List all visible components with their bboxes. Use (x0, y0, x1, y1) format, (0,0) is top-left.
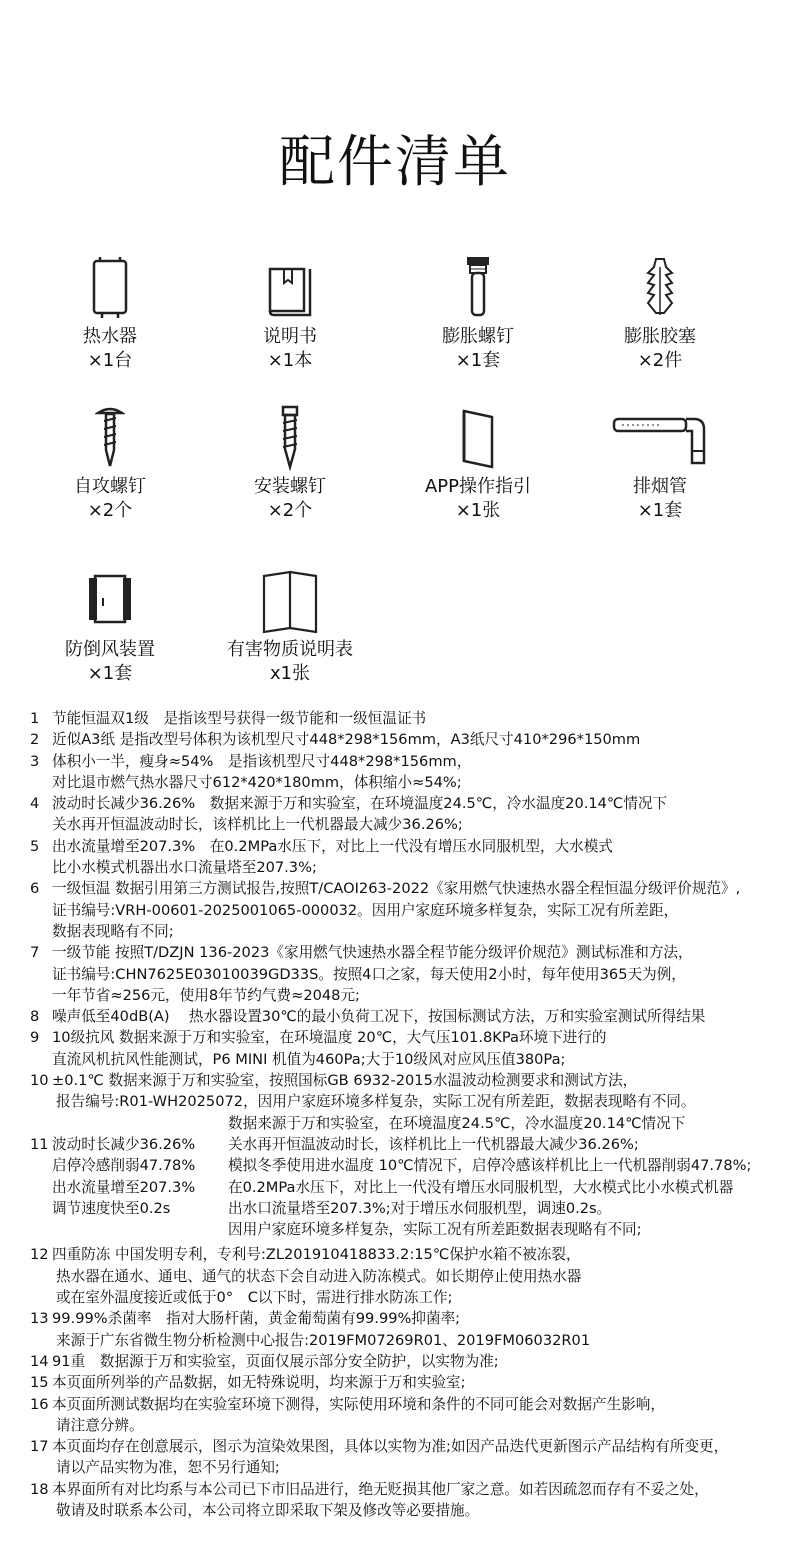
note-11-label: 波动时长减少36.26% (52, 1135, 196, 1153)
note-number: 18 (30, 1480, 49, 1498)
note-number: 8 (30, 1008, 40, 1026)
accessory-quantity: ×2个 (267, 500, 313, 521)
note-11-detail: 关水再开恒温波动时长，该样机比上一代机器最大减少36.26%; (228, 1135, 639, 1153)
note-line: 请以产品实物为准，恕不另行通知; (56, 1459, 280, 1477)
water-heater-icon (20, 255, 200, 321)
accessory-item (200, 405, 380, 523)
accessory-name: 说明书 (263, 326, 317, 347)
note-number: 1 (30, 710, 40, 727)
note-line: 99.99%杀菌率 指对大肠杆菌，黄金葡萄菌有99.99%抑菌率; (52, 1310, 461, 1328)
accessory-quantity: ×1套 (87, 663, 133, 684)
accessory-quantity: ×1本 (267, 350, 313, 371)
note-number: 3 (30, 752, 40, 770)
accessory-item (20, 568, 200, 686)
note-line: 四重防冻 中国发明专利，专利号:ZL201910418833.2:15℃保护水箱不被冻裂， (52, 1246, 581, 1264)
note-number: 10 (30, 1072, 49, 1090)
note-line: 证书编号:CHN7625E03010039GD33S。按照4口之家，每天使用2小时，每年使用365天为例， (52, 965, 686, 983)
accessory-item (200, 255, 380, 373)
manual-book-icon (200, 255, 380, 321)
note-line: 对比退市燃气热水器尺寸612*420*180mm，体积缩小≈54%; (52, 773, 462, 791)
note-line: 91重 数据源于万和实验室，页面仅展示部分安全防护，以实物为准; (52, 1352, 499, 1370)
expansion-plug-icon (570, 255, 750, 321)
accessory-item (20, 405, 200, 523)
accessory-name: 有害物质说明表 (227, 639, 353, 660)
note-line: 或在室外温度接近或低于0° C以下时，需进行排水防冻工作; (56, 1289, 453, 1307)
accessory-name: 防倒风装置 (65, 639, 155, 660)
note-item (30, 1436, 790, 1479)
accessory-quantity: ×1张 (455, 500, 501, 521)
note-line: 比小水模式机器出水口流量塔至207.3%; (52, 859, 317, 877)
accessory-item (388, 405, 568, 523)
accessory-item (20, 255, 200, 373)
accessory-name: 热水器 (83, 326, 137, 347)
note-number: 9 (30, 1029, 40, 1047)
note-line: 节能恒温双1级 是指该型号获得一级节能和一级恒温证书 (52, 710, 427, 727)
accessory-item (388, 255, 568, 373)
note-line: 噪声低至40dB(A) 热水器设置30℃的最小负荷工况下，按国标测试方法，万和实验室测试所得结果 (52, 1008, 706, 1026)
flue-pipe-icon (570, 405, 750, 471)
note-item (30, 1351, 790, 1372)
accessory-name: 排烟管 (633, 476, 687, 497)
note-number: 14 (30, 1352, 49, 1370)
note-number: 2 (30, 731, 40, 749)
accessory-quantity: ×1台 (87, 350, 133, 371)
note-item (30, 836, 790, 879)
accessory-quantity: ×1套 (455, 350, 501, 371)
accessory-name: 安装螺钉 (254, 476, 326, 497)
note-line: 近似A3纸 是指改型号体积为该机型尺寸448*298*156mm，A3纸尺寸410*296*150mm (52, 731, 641, 749)
note-line: 波动时长减少36.26% 数据来源于万和实验室，在环境温度24.5℃，冷水温度20.14℃情况下 (52, 795, 668, 813)
note-item (30, 708, 790, 729)
note-number: 5 (30, 837, 40, 855)
note-number: 4 (30, 795, 40, 813)
note-item (30, 793, 790, 836)
note-number: 17 (30, 1438, 49, 1456)
note-11-label: 出水流量增至207.3% (52, 1178, 196, 1196)
note-item (30, 878, 790, 942)
note-line: 本页面所列举的产品数据，如无特殊说明，均来源于万和实验室; (52, 1374, 466, 1392)
notes-section (30, 708, 790, 1521)
accessory-name: 自攻螺钉 (74, 476, 146, 497)
note-number: 13 (30, 1310, 49, 1328)
accessory-quantity: ×1套 (637, 500, 683, 521)
accessory-quantity: ×2个 (87, 500, 133, 521)
note-line: 请注意分辨。 (56, 1416, 144, 1434)
note-item (30, 1244, 790, 1308)
note-item (30, 1394, 790, 1437)
note-11 (30, 1113, 790, 1241)
note-line: 敬请及时联系本公司，本公司将立即采取下架及修改等必要措施。 (56, 1501, 480, 1519)
note-number: 7 (30, 944, 40, 962)
accessory-name: 膨胀螺钉 (442, 326, 514, 347)
accessory-name: 膨胀胶塞 (624, 326, 696, 347)
expansion-screw-icon (388, 255, 568, 321)
mounting-screw-icon (200, 405, 380, 471)
accessory-name: APP操作指引 (424, 476, 532, 497)
note-line: 数据表现略有不同; (52, 922, 174, 940)
note-item (30, 1070, 790, 1113)
note-line: 本页面均存在创意展示，图示为渲染效果图，具体以实物为准;如因产品迭代更新图示产品结构有所变更， (52, 1438, 729, 1456)
note-item (30, 942, 790, 1006)
note-line: 一级节能 按照T/DZJN 136-2023《家用燃气快速热水器全程节能分级评价规范》测试标准和方法， (52, 944, 693, 962)
note-11-detail: 出水口流量塔至207.3%;对于增压水伺服机型，调速0.2s。 (228, 1199, 612, 1217)
note-11-label: 启停冷感削弱47.78% (52, 1157, 196, 1175)
note-line: 报告编号:R01-WH2025072，因用户家庭环境多样复杂，实际工况有所差距，数据表现略有不同。 (56, 1093, 696, 1111)
note-number: 15 (30, 1374, 49, 1392)
note-line: 10级抗风 数据来源于万和实验室，在环境温度 20℃，大气压101.8KPa环境下进行的 (52, 1029, 607, 1047)
note-11-label: 调节速度快至0.2s (52, 1199, 171, 1217)
note-11-detail: 在0.2MPa水压下，对比上一代没有增压水同服机型，大水模式比小水模式机器 (228, 1178, 734, 1196)
note-line: 一级恒温 数据引用第三方测试报告,按照T/CAOI263-2022《家用燃气快速热水器全程恒温分级评价规范》, (52, 880, 741, 898)
note-item (30, 1308, 790, 1351)
accessory-quantity: x1张 (269, 663, 311, 684)
note-line: ±0.1℃ 数据来源于万和实验室，按照国标GB 6932-2015水温波动检测要求和测试方法， (52, 1072, 638, 1090)
note-line: 本页面所测试数据均在实验室环境下测得，实际使用环境和条件的不同可能会对数据产生影响， (52, 1395, 665, 1413)
note-line: 热水器在通水、通电、通气的状态下会自动进入防冻模式。如长期停止使用热水器 (56, 1267, 582, 1285)
note-line: 本界面所有对比均系与本公司已下市旧品进行，绝无贬损其他厂家之意。如若因疏忽而存有不妥之处， (52, 1480, 709, 1498)
note-number: 11 (30, 1135, 49, 1153)
note-item (30, 729, 790, 750)
hazardous-substance-sheet-icon (200, 568, 380, 634)
note-line: 证书编号:VRH-00601-2025001065-000032。因用户家庭环境多样复杂，实际工况有所差距， (52, 901, 679, 919)
note-line: 直流风机抗风性能测试，P6 MINI 机值为460Pa;大于10级风对应风压值380Pa; (52, 1050, 566, 1068)
note-line: 来源于广东省微生物分析检测中心报告:2019FM07269R01、2019FM06032R01 (56, 1331, 591, 1349)
note-11-detail: 模拟冬季使用进水温度 10℃情况下，启停冷感该样机比上一代机器削弱47.78%; (228, 1157, 752, 1175)
note-item (30, 751, 790, 794)
note-11-detail: 数据来源于万和实验室，在环境温度24.5℃，冷水温度20.14℃情况下 (228, 1114, 686, 1132)
accessory-item (570, 405, 750, 523)
note-number: 6 (30, 880, 40, 898)
note-number: 16 (30, 1395, 49, 1413)
anti-backdraft-device-icon (20, 568, 200, 634)
note-line: 一年节省≈256元，使用8年节约气费≈2048元; (52, 986, 360, 1004)
accessory-item (570, 255, 750, 373)
note-item (30, 1372, 790, 1393)
note-line: 关水再开恒温波动时长，该样机比上一代机器最大减少36.26%; (52, 816, 463, 834)
app-guide-icon (388, 405, 568, 471)
note-number: 12 (30, 1246, 49, 1264)
note-item (30, 1006, 790, 1027)
note-11-detail: 因用户家庭环境多样复杂，实际工况有所差距数据表现略有不同; (228, 1221, 642, 1239)
accessory-item (200, 568, 380, 686)
note-line: 出水流量增至207.3% 在0.2MPa水压下，对比上一代没有增压水同服机型，大水模式 (52, 837, 613, 855)
accessory-quantity: ×2件 (637, 350, 683, 371)
note-item (30, 1479, 790, 1522)
note-line: 体积小一半，瘦身≈54% 是指该机型尺寸448*298*156mm， (52, 752, 472, 770)
page-title: 配件清单 (279, 130, 511, 195)
self-tapping-screw-icon (20, 405, 200, 471)
note-item (30, 1027, 790, 1070)
